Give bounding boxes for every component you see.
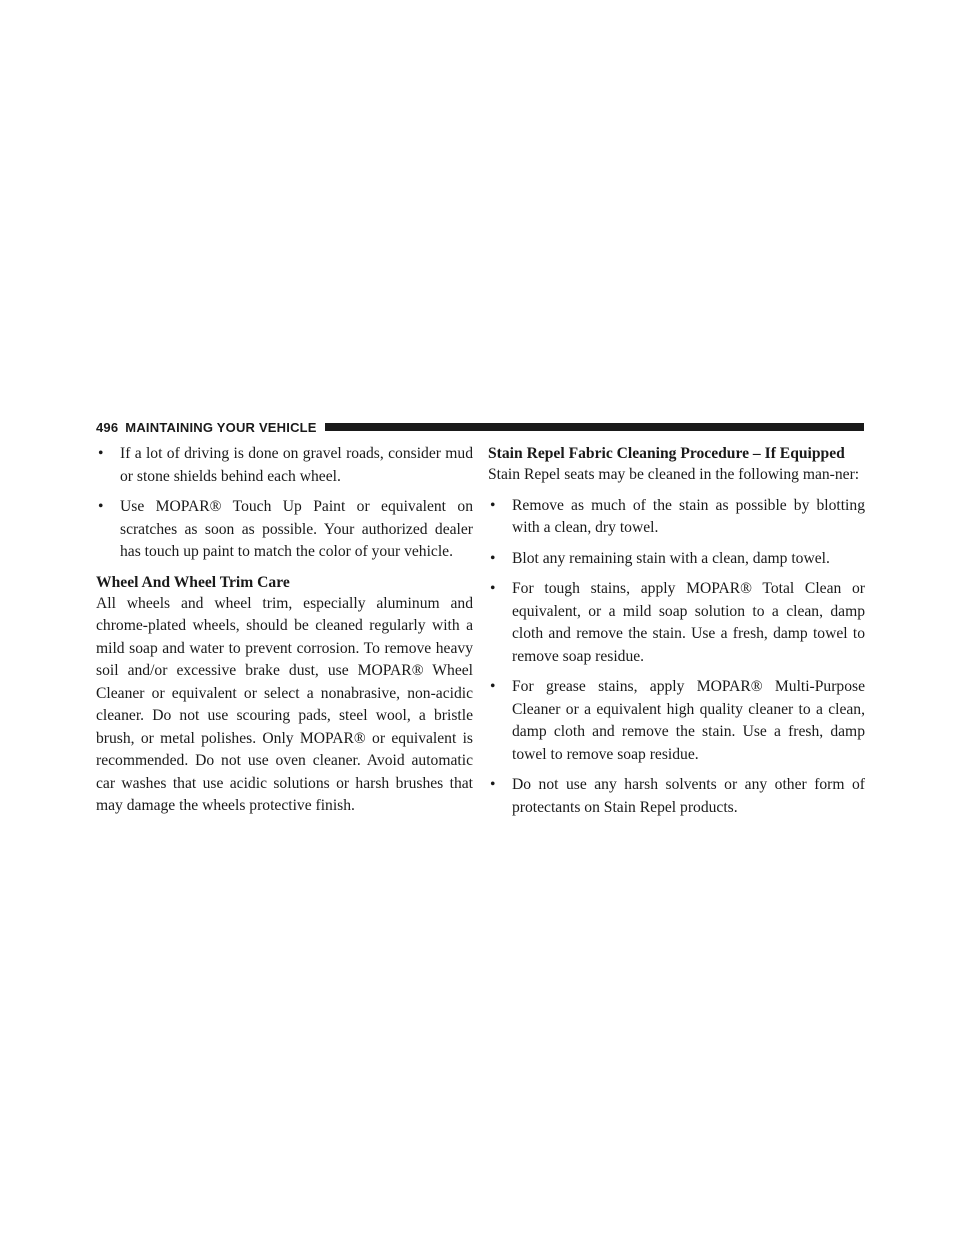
- bullet-icon: •: [490, 549, 496, 567]
- bullet-icon: •: [98, 498, 104, 515]
- bullet-icon: •: [490, 580, 496, 597]
- bullet-text: Do not use any harsh solvents or any other form of protectants on Stain Repel products.: [512, 776, 865, 816]
- section-title: MAINTAINING YOUR VEHICLE: [125, 419, 317, 435]
- list-item: [488, 495, 865, 540]
- left-column: [96, 443, 473, 826]
- list-item: [488, 774, 865, 819]
- bullet-text: Blot any remaining stain with a clean, damp towel.: [512, 549, 830, 567]
- section-heading: Stain Repel Fabric Cleaning Procedure – If Equipped: [488, 445, 845, 462]
- body-paragraph: All wheels and wheel trim, especially aluminum and chrome-plated wheels, should be cleaned regularly with a mild soap and water to prevent corrosion. To remove heavy soil and/or excessive brake dust, use MOPAR® Wheel Cleaner or equivalent or select a nonabrasive, non-acidic cleaner. Do not use scouring pads, steel wool, a bristle brush, or metal polishes. Only MOPAR® or equivalent is recommended. Do not use oven cleaner. Avoid automatic car washes that use acidic solutions or harsh brushes that may damage the wheels protective finish.: [96, 594, 473, 814]
- list-item: [96, 496, 473, 564]
- intro-paragraph: Stain Repel seats may be cleaned in the following man-ner:: [488, 466, 860, 483]
- page-number: 496: [96, 419, 119, 435]
- bullet-icon: •: [98, 445, 104, 462]
- list-item: [488, 676, 865, 766]
- page-header: [96, 416, 864, 438]
- list-item: [488, 548, 865, 571]
- list-item: [96, 443, 473, 488]
- right-column: [488, 443, 865, 827]
- list-item: [488, 578, 865, 668]
- bullet-icon: •: [490, 496, 496, 514]
- bullet-icon: •: [490, 776, 496, 793]
- bullet-icon: •: [490, 678, 496, 695]
- section-heading: Wheel And Wheel Trim Care: [96, 573, 290, 591]
- bullet-text: For tough stains, apply MOPAR® Total Clean or equivalent, or a mild soap solution to a clean, damp cloth and remove the stain. Use a fresh, damp towel to remove soap residue.: [512, 580, 865, 665]
- bullet-text: If a lot of driving is done on gravel roads, consider mud or stone shields behind each wheel.: [120, 445, 473, 485]
- bullet-text: Use MOPAR® Touch Up Paint or equivalent on scratches as soon as possible. Your authorized dealer has touch up paint to match the color of your vehicle.: [120, 498, 473, 560]
- bullet-text: Remove as much of the stain as possible by blotting with a clean, dry towel.: [512, 496, 865, 536]
- left-bullet-list: [96, 443, 473, 564]
- header-rule: [325, 423, 864, 431]
- bullet-text: For grease stains, apply MOPAR® Multi-Purpose Cleaner or a equivalent high quality cleaner to a clean, damp cloth and remove the stain. Use a fresh, damp towel to remove soap residue.: [512, 678, 865, 763]
- right-bullet-list: [488, 495, 865, 820]
